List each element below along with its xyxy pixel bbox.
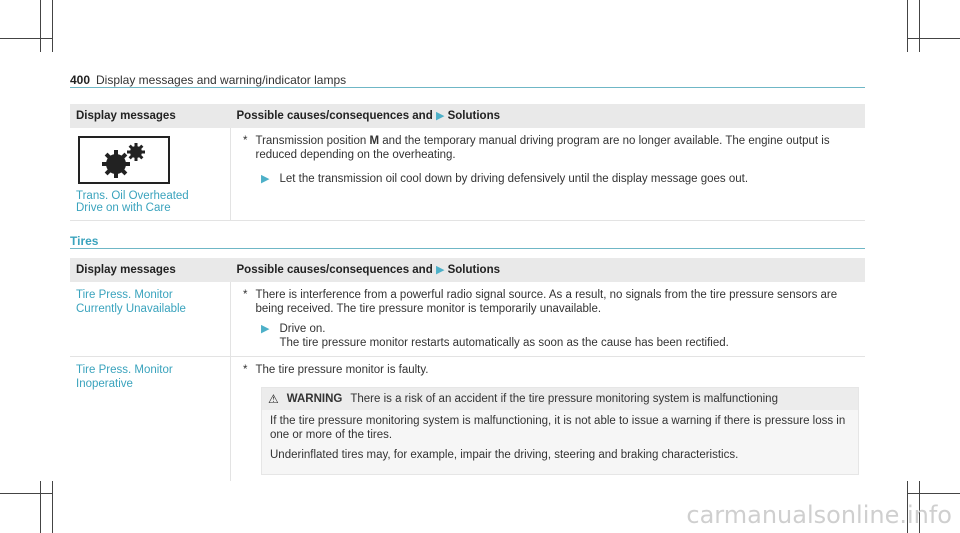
message-cell xyxy=(70,128,231,221)
message-text: Drive on with Care xyxy=(76,202,171,214)
col-display-messages: Display messages xyxy=(70,104,231,128)
col-causes-solutions: Possible causes/consequences and ▶ Solutions xyxy=(231,258,866,282)
message-text: Trans. Oil Overheated xyxy=(76,190,189,202)
col-causes-solutions: Possible causes/consequences and ▶ Solutions xyxy=(231,104,866,128)
solution-step: ▶ Drive on. The tire pressure monitor restarts automatically as soon as the cause has been rectified. xyxy=(261,323,729,349)
warning-box xyxy=(261,387,859,475)
watermark: carmanualsonline.info xyxy=(686,501,952,529)
cause-bullet: * Transmission position M and the temporary manual driving program are no longer available. The engine output is reduced depending on the overheating. xyxy=(243,135,830,161)
crop-mark xyxy=(919,0,920,52)
message-text: Tire Press. Monitor Currently Unavailable xyxy=(76,289,186,315)
arrow-icon: ▶ xyxy=(435,110,445,122)
cause-bullet: * There is interference from a powerful radio signal source. As a result, no signals from the tire pressure sensors are being received. The tire pressure monitor is temporarily unavailable. xyxy=(243,289,838,315)
crop-mark xyxy=(0,493,52,494)
warning-paragraph: Underinflated tires may, for example, impair the driving, steering and braking characteristics. xyxy=(270,449,739,461)
warning-body xyxy=(262,410,858,474)
warning-label: WARNING xyxy=(286,393,343,405)
crop-mark xyxy=(40,481,41,533)
crop-mark xyxy=(908,38,960,39)
message-cell xyxy=(70,357,231,482)
tires-table xyxy=(70,258,865,481)
transmission-table xyxy=(70,104,865,221)
page-number: 400 xyxy=(70,73,91,87)
warning-title: There is a risk of an accident if the tire pressure monitoring system is malfunctioning xyxy=(350,393,778,405)
solution-step: ▶ Let the transmission oil cool down by driving defensively until the display message goes out. xyxy=(261,173,749,185)
cause-bullet: * The tire pressure monitor is faulty. xyxy=(243,364,429,376)
warning-header xyxy=(262,388,858,410)
crop-mark xyxy=(52,481,53,533)
section-title-tires: Tires xyxy=(70,234,99,248)
arrow-icon: ▶ xyxy=(261,173,270,185)
header-divider xyxy=(70,87,865,88)
warning-triangle-icon: ⚠ xyxy=(268,392,279,406)
cause-cell xyxy=(231,357,866,482)
crop-mark xyxy=(908,493,960,494)
warning-paragraph: If the tire pressure monitoring system is malfunctioning, it is not able to issue a warning if there is pressure loss in one or more of the tires. xyxy=(270,415,846,441)
gear-overheat-icon xyxy=(78,136,170,184)
section-divider xyxy=(70,248,865,249)
cause-cell xyxy=(231,282,866,357)
arrow-icon: ▶ xyxy=(435,264,445,276)
arrow-icon: ▶ xyxy=(261,323,270,335)
crop-mark xyxy=(52,0,53,52)
crop-mark xyxy=(0,38,52,39)
crop-mark xyxy=(907,0,908,52)
message-cell xyxy=(70,282,231,357)
crop-mark xyxy=(40,0,41,52)
message-text: Tire Press. Monitor Inoperative xyxy=(76,364,173,390)
cause-cell xyxy=(231,128,866,221)
page-title: Display messages and warning/indicator lamps xyxy=(96,73,347,87)
col-display-messages: Display messages xyxy=(70,258,231,282)
